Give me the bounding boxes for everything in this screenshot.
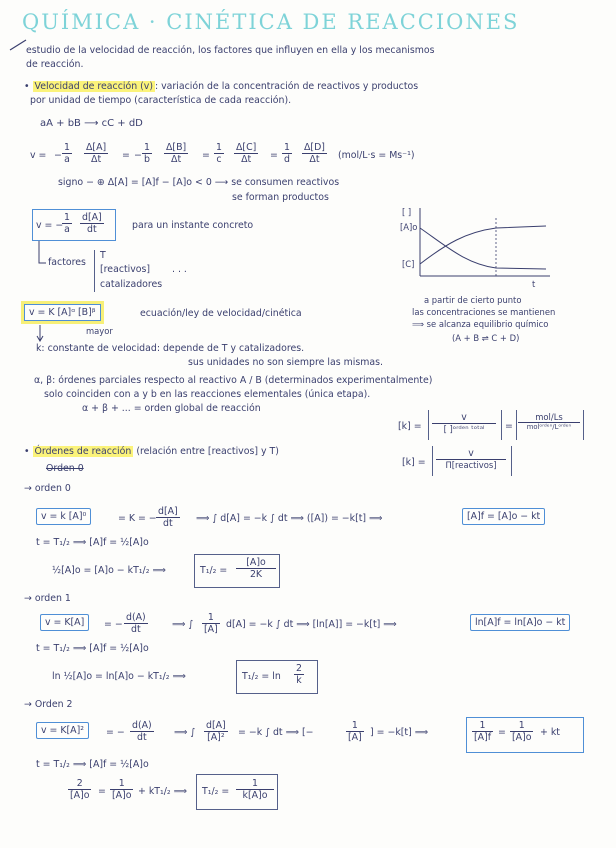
velocidad-def-2: por unidad de tiempo (característica de cada reacción). xyxy=(30,95,292,106)
rate-law-box: v = K [A]ᵅ [B]ᵝ xyxy=(24,304,101,321)
orden2-eq: = − xyxy=(106,727,125,738)
factor-temperature: T xyxy=(100,250,106,261)
factores-bracket xyxy=(94,250,95,292)
arrow-down-icon xyxy=(36,325,44,343)
k-units-eq: = xyxy=(505,421,513,432)
instant-note: para un instante concreto xyxy=(132,220,254,231)
signo-line-2: se forman productos xyxy=(232,192,329,203)
graph-equilibrium: (A + B ⇌ C + D) xyxy=(452,333,520,343)
concentration-time-graph xyxy=(396,206,556,288)
factor-reactivos: [reactivos] xyxy=(100,264,151,275)
rate-coef-b: $\frac{1}{b}$ xyxy=(144,142,150,165)
orden0-integral: ⟹ ∫ d[A] = −k ∫ dt ⟹ ([A]) = −k[t] ⟹ xyxy=(196,513,383,524)
rate-delta-c: $\frac{\Delta[C]}{\Delta t}$ xyxy=(236,142,257,165)
graph-y-axis-label: [ ] xyxy=(402,207,412,217)
orden2-int-lhs: ⟹ ∫ xyxy=(174,727,196,738)
orden0-half-life: t = T₁/₂ ⟹ [A]f = ½[A]o xyxy=(36,537,149,548)
instant-rate-coef: $\frac{1}{a}$ xyxy=(64,212,70,235)
orden2-integral-2: ] = −k[t] ⟹ xyxy=(370,727,429,738)
orden2-result-f1: $\frac{1}{[A]f}$ xyxy=(474,720,492,743)
orden1-int-lhs: ⟹ ∫ xyxy=(172,619,194,630)
factores-connector xyxy=(36,241,46,267)
velocidad-heading-text: Velocidad de reacción (v) xyxy=(34,81,153,92)
orden2-rate-box: v = K[A]² xyxy=(36,722,89,739)
orden2-int-fraction: $\frac{d[A]}{\text{[A]²}}$ xyxy=(206,720,226,743)
pen-mark-icon xyxy=(8,38,28,52)
rate-expression xyxy=(30,142,430,172)
rate-coef-d: $\frac{1}{d}$ xyxy=(284,142,290,165)
rate-minus-1: − xyxy=(54,150,62,161)
orden1-int-fraction: $\frac{1}{[A]}$ xyxy=(204,612,218,635)
orden2-half-mid: = xyxy=(98,786,106,797)
orden1-deriv: $\frac{d(A)}{dt}$ xyxy=(126,612,146,635)
rate-law-label: ecuación/ley de velocidad/cinética xyxy=(140,308,302,319)
ordenes-note: (relación entre [reactivos] y T) xyxy=(136,446,279,457)
rate-coef-a: $\frac{1}{a}$ xyxy=(64,142,70,165)
alpha-beta-def-1: α, β: órdenes parciales respecto al reactivo A / B (determinados experimentalmente) xyxy=(34,375,433,386)
instant-rate-lhs: v = − xyxy=(36,220,64,231)
reaction-equation: aA + bB ⟶ cC + dD xyxy=(40,118,143,129)
rate-eq-2: = xyxy=(202,150,210,161)
graph-label-a0: [A]o xyxy=(400,222,418,232)
graph-x-axis-label: t xyxy=(532,279,536,289)
orden0-rate-box: v = k [A]⁰ xyxy=(36,508,91,525)
orden0-t-half-fraction: $\frac{[A]o}{2K}$ xyxy=(236,557,276,580)
velocidad-def-1: : variación de la concentración de reactivos y productos xyxy=(155,81,419,92)
orden1-half-life: t = T₁/₂ ⟹ [A]f = ½[A]o xyxy=(36,643,149,654)
orden1-t-half-fraction: $\frac{2}{k}$ xyxy=(296,663,302,686)
graph-note-1: a partir de cierto punto xyxy=(424,295,522,305)
orden2-t-half-lhs: T₁/₂ = xyxy=(202,786,230,797)
factor-dots: . . . xyxy=(172,264,187,275)
rate-minus-2: − xyxy=(134,150,142,161)
k-definition-2: sus unidades no son siempre las mismas. xyxy=(188,357,383,368)
orden2-half-life: t = T₁/₂ ⟹ [A]f = ½[A]o xyxy=(36,759,149,770)
orden1-rate-box: v = K[A] xyxy=(40,614,89,631)
orden0-result-box: [A]f = [A]o − kt xyxy=(462,508,545,525)
orden0-eq: = K = − xyxy=(118,513,157,524)
rate-law-mark: mayor xyxy=(86,326,113,336)
velocidad-heading: • Velocidad de reacción (v) : variación de la concentración de reactivos y productos xyxy=(24,81,419,92)
orden1-eq: = − xyxy=(104,619,123,630)
k-units-fraction: v [ ]ᵒʳᵈᵉⁿ ᵗᵒᵗᵃˡ xyxy=(432,412,496,434)
orden2-half-f1: $\frac{2}{[A]o}$ xyxy=(70,778,90,801)
k-definition-1: k: constante de velocidad: depende de T y catalizadores. xyxy=(36,343,305,354)
rate-eq-3: = xyxy=(270,150,278,161)
k-units-mol-fraction: mol/Ls molᵒʳᵈᵉⁿ/Lᵒʳᵈᵉⁿ xyxy=(518,412,580,431)
factor-catalizadores: catalizadores xyxy=(100,279,163,290)
ordenes-heading-text: Órdenes de reacción xyxy=(34,446,132,457)
intro-line-2: de reacción. xyxy=(26,59,84,70)
graph-label-c: [C] xyxy=(402,259,415,269)
orden1-t-half-lhs: T₁/₂ = ln xyxy=(242,671,281,682)
orden2-result-eq: = xyxy=(498,727,506,738)
orden2-result-tail: + kt xyxy=(540,727,560,738)
orden1-integral: d[A] = −k ∫ dt ⟹ [ln[A]] = −k[t] ⟹ xyxy=(226,619,397,630)
rate-eq-1: = xyxy=(122,150,130,161)
signo-line-1: signo − ⊕ Δ[A] = [A]f − [A]o < 0 ⟶ se consumen reactivos xyxy=(58,177,340,188)
k2-lhs: [k] = xyxy=(402,457,426,468)
orden2-integral: = −k ∫ dt ⟹ [− xyxy=(238,727,314,738)
rate-coef-c: $\frac{1}{c}$ xyxy=(216,142,222,165)
orden1-title: → orden 1 xyxy=(24,593,71,604)
rate-delta-a: $\frac{\Delta[A]}{\Delta t}$ xyxy=(86,142,107,165)
orden2-half-f2: $\frac{1}{[A]o}$ xyxy=(112,778,132,801)
orden1-half-life-2: ln ½[A]o = ln[A]o − kT₁/₂ ⟹ xyxy=(52,671,186,682)
rate-delta-b: $\frac{\Delta[B]}{\Delta t}$ xyxy=(166,142,187,165)
rate-units: (mol/L·s = Ms⁻¹) xyxy=(338,150,415,161)
alpha-beta-def-3: α + β + ... = orden global de reacción xyxy=(82,403,261,414)
orden1-result-box: ln[A]f = ln[A]o − kt xyxy=(470,614,570,631)
k-units-lhs: [k] = xyxy=(398,421,422,432)
orden2-t-half-fraction: $\frac{1}{k[A]o}$ xyxy=(236,778,274,801)
rate-delta-d: $\frac{\Delta[D]}{\Delta t}$ xyxy=(304,142,325,165)
ordenes-heading: • Órdenes de reacción (relación entre [reactivos] y T) xyxy=(24,446,279,457)
orden2-title: → Orden 2 xyxy=(24,699,73,710)
ordenes-struck: Orden 0 xyxy=(46,463,84,474)
page-title: QUÍMICA · CINÉTICA DE REACCIONES xyxy=(22,10,520,34)
orden2-result-f2: $\frac{1}{[A]o}$ xyxy=(512,720,532,743)
graph-note-2: las concentraciones se mantienen xyxy=(412,307,556,317)
intro-line-1: estudio de la velocidad de reacción, los factores que influyen en ella y los mecanismos xyxy=(26,45,435,56)
orden0-half-life-2: ½[A]o = [A]o − kT₁/₂ ⟹ xyxy=(52,565,166,576)
instant-rate-deriv: $\frac{d[A]}{dt}$ xyxy=(82,212,102,235)
orden0-deriv: $\frac{d[A]}{dt}$ xyxy=(158,506,178,529)
rate-v-label: v = xyxy=(30,150,47,161)
alpha-beta-def-2: solo coinciden con a y b en las reacciones elementales (única etapa). xyxy=(44,389,371,400)
factores-label: factores xyxy=(48,257,86,268)
k2-fraction: v Π[reactivos] xyxy=(436,448,506,470)
orden0-t-half-lhs: T₁/₂ = xyxy=(200,565,228,576)
orden2-deriv: $\frac{d(A)}{dt}$ xyxy=(132,720,152,743)
orden0-title: → orden 0 xyxy=(24,483,71,494)
graph-note-3: ⟹ se alcanza equilibrio químico xyxy=(412,319,549,329)
orden2-half-tail: + kT₁/₂ ⟹ xyxy=(138,786,188,797)
orden2-int-fraction-2: $\frac{1}{[A]}$ xyxy=(348,720,362,743)
